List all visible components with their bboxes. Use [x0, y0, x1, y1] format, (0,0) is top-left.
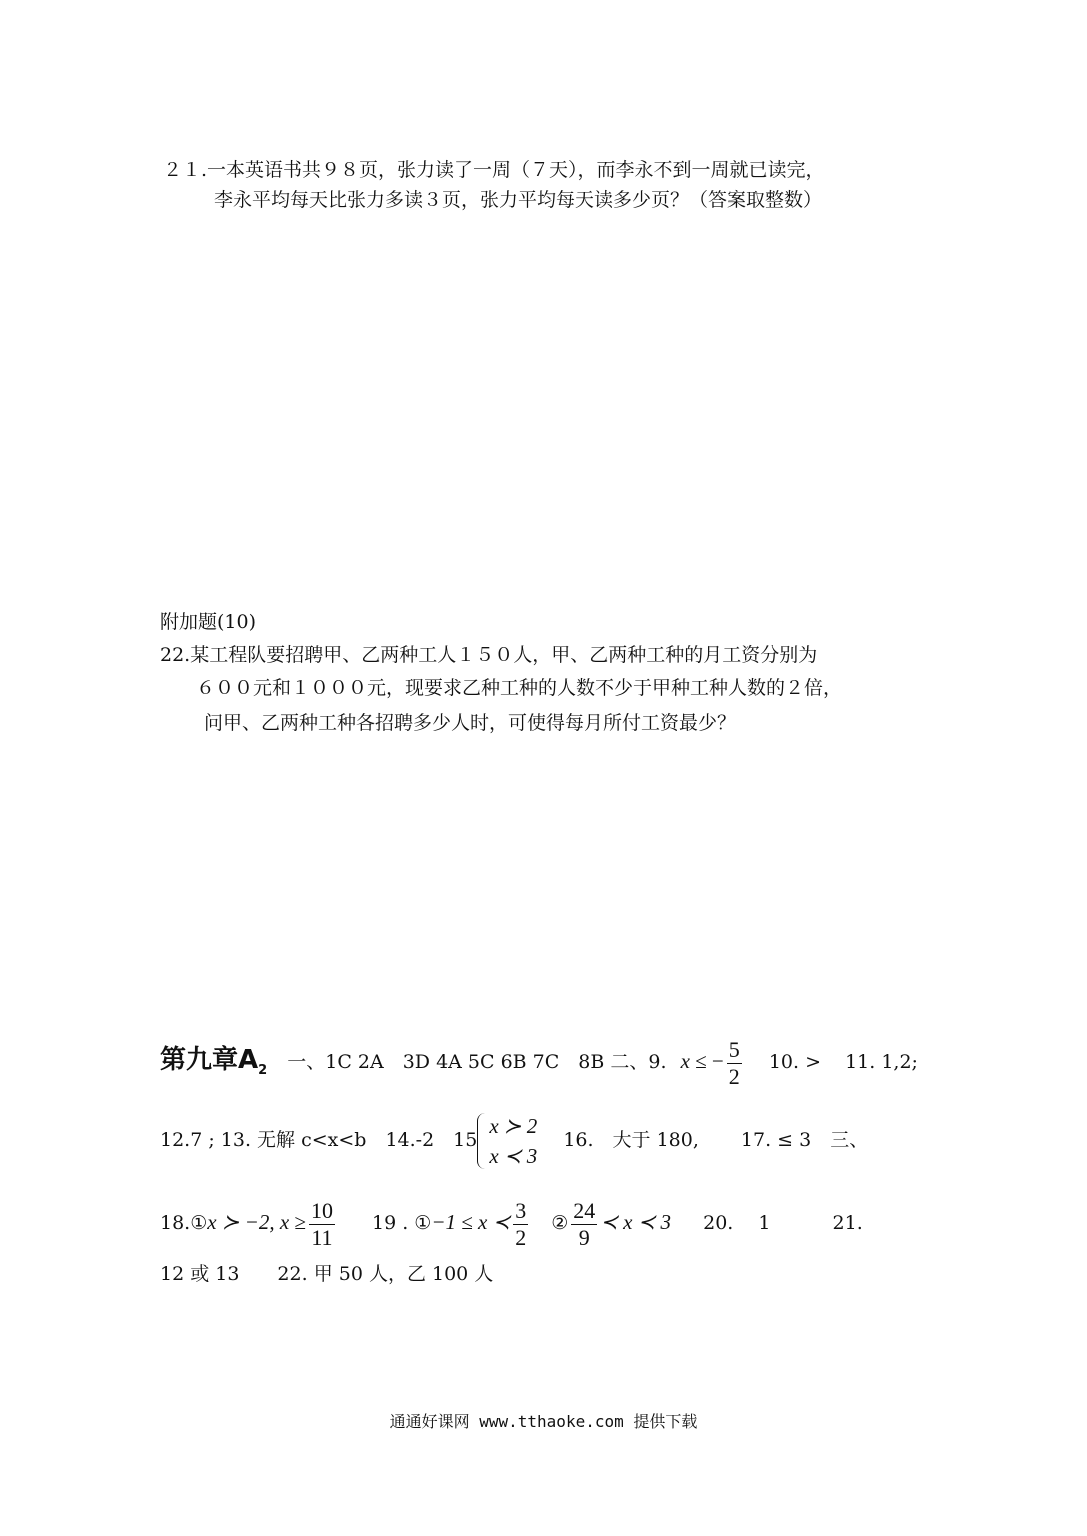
q10-answer: 10. >	[768, 1051, 822, 1073]
q9-relation: ≤ −	[689, 1049, 724, 1073]
question-22-line-2: ６００元和１０００元，现要求乙种工种的人数不少于甲种工种人数的２倍，	[196, 677, 843, 699]
q12-to-15-answers: 12.7 ; 13. 无解 c<x<b 14.-2 15	[160, 1129, 478, 1151]
q21-label: 21.	[832, 1212, 863, 1234]
q17-answer: 17. ≤ 3 三、	[740, 1129, 869, 1151]
q18-fraction: $\frac{10}{11}$	[310, 1197, 333, 1250]
q19-fraction: $\frac{3}{2}$	[515, 1197, 527, 1250]
answers-row-1	[160, 1032, 918, 1099]
q19b-fraction: $\frac{24}{9}$	[573, 1197, 596, 1250]
chapter-heading: 第九章$A_2$	[160, 1045, 268, 1079]
q18-label: 18.①	[160, 1212, 208, 1234]
q20-answer: 20. 1	[703, 1212, 771, 1234]
answers-row-3	[160, 1190, 863, 1255]
question-22-line-3: 问甲、乙两种工种各招聘多少人时，可使得每月所付工资最少？	[204, 712, 737, 734]
q19-label: 19 . ①	[371, 1212, 432, 1234]
q9-fraction: $\frac{5}{2}$	[728, 1036, 740, 1089]
answers-row-2	[160, 1108, 868, 1172]
q19-expression: −1 ≤ x ≺	[431, 1210, 511, 1234]
system-brace	[477, 1113, 486, 1169]
q15-inequality-system: x ≻ 2 x ≺ 3	[477, 1111, 537, 1171]
q19b-label: ②	[551, 1212, 569, 1234]
question-22-line-1: 22.某工程队要招聘甲、乙两种工人１５０人，甲、乙两种工种的月工资分别为	[160, 644, 818, 666]
q11-answer: 11. 1,2;	[845, 1051, 918, 1073]
q16-answer: 16. 大于 180,	[563, 1129, 699, 1151]
q18-expression: x ≻ −2, x ≥	[207, 1210, 306, 1234]
bonus-title: 附加题(10)	[160, 611, 257, 633]
q9-variable: x	[680, 1049, 690, 1073]
question-21-line-2: 李永平均每天比张力多读３页，张力平均每天读多少页？（答案取整数）	[214, 189, 823, 211]
choice-answers: 一、1C 2A 3D 4A 5C 6B 7C 8B 二、9.	[287, 1051, 667, 1073]
footer-source: 通通好课网 www.tthaoke.com 提供下载	[389, 1412, 698, 1431]
answers-row-4: 12 或 13 22. 甲 50 人，乙 100 人	[160, 1263, 494, 1285]
question-21-line-1: ２１.一本英语书共９８页，张力读了一周（７天），而李永不到一周就已读完，	[163, 159, 825, 181]
q19b-expression: ≺ x ≺ 3	[600, 1210, 672, 1234]
